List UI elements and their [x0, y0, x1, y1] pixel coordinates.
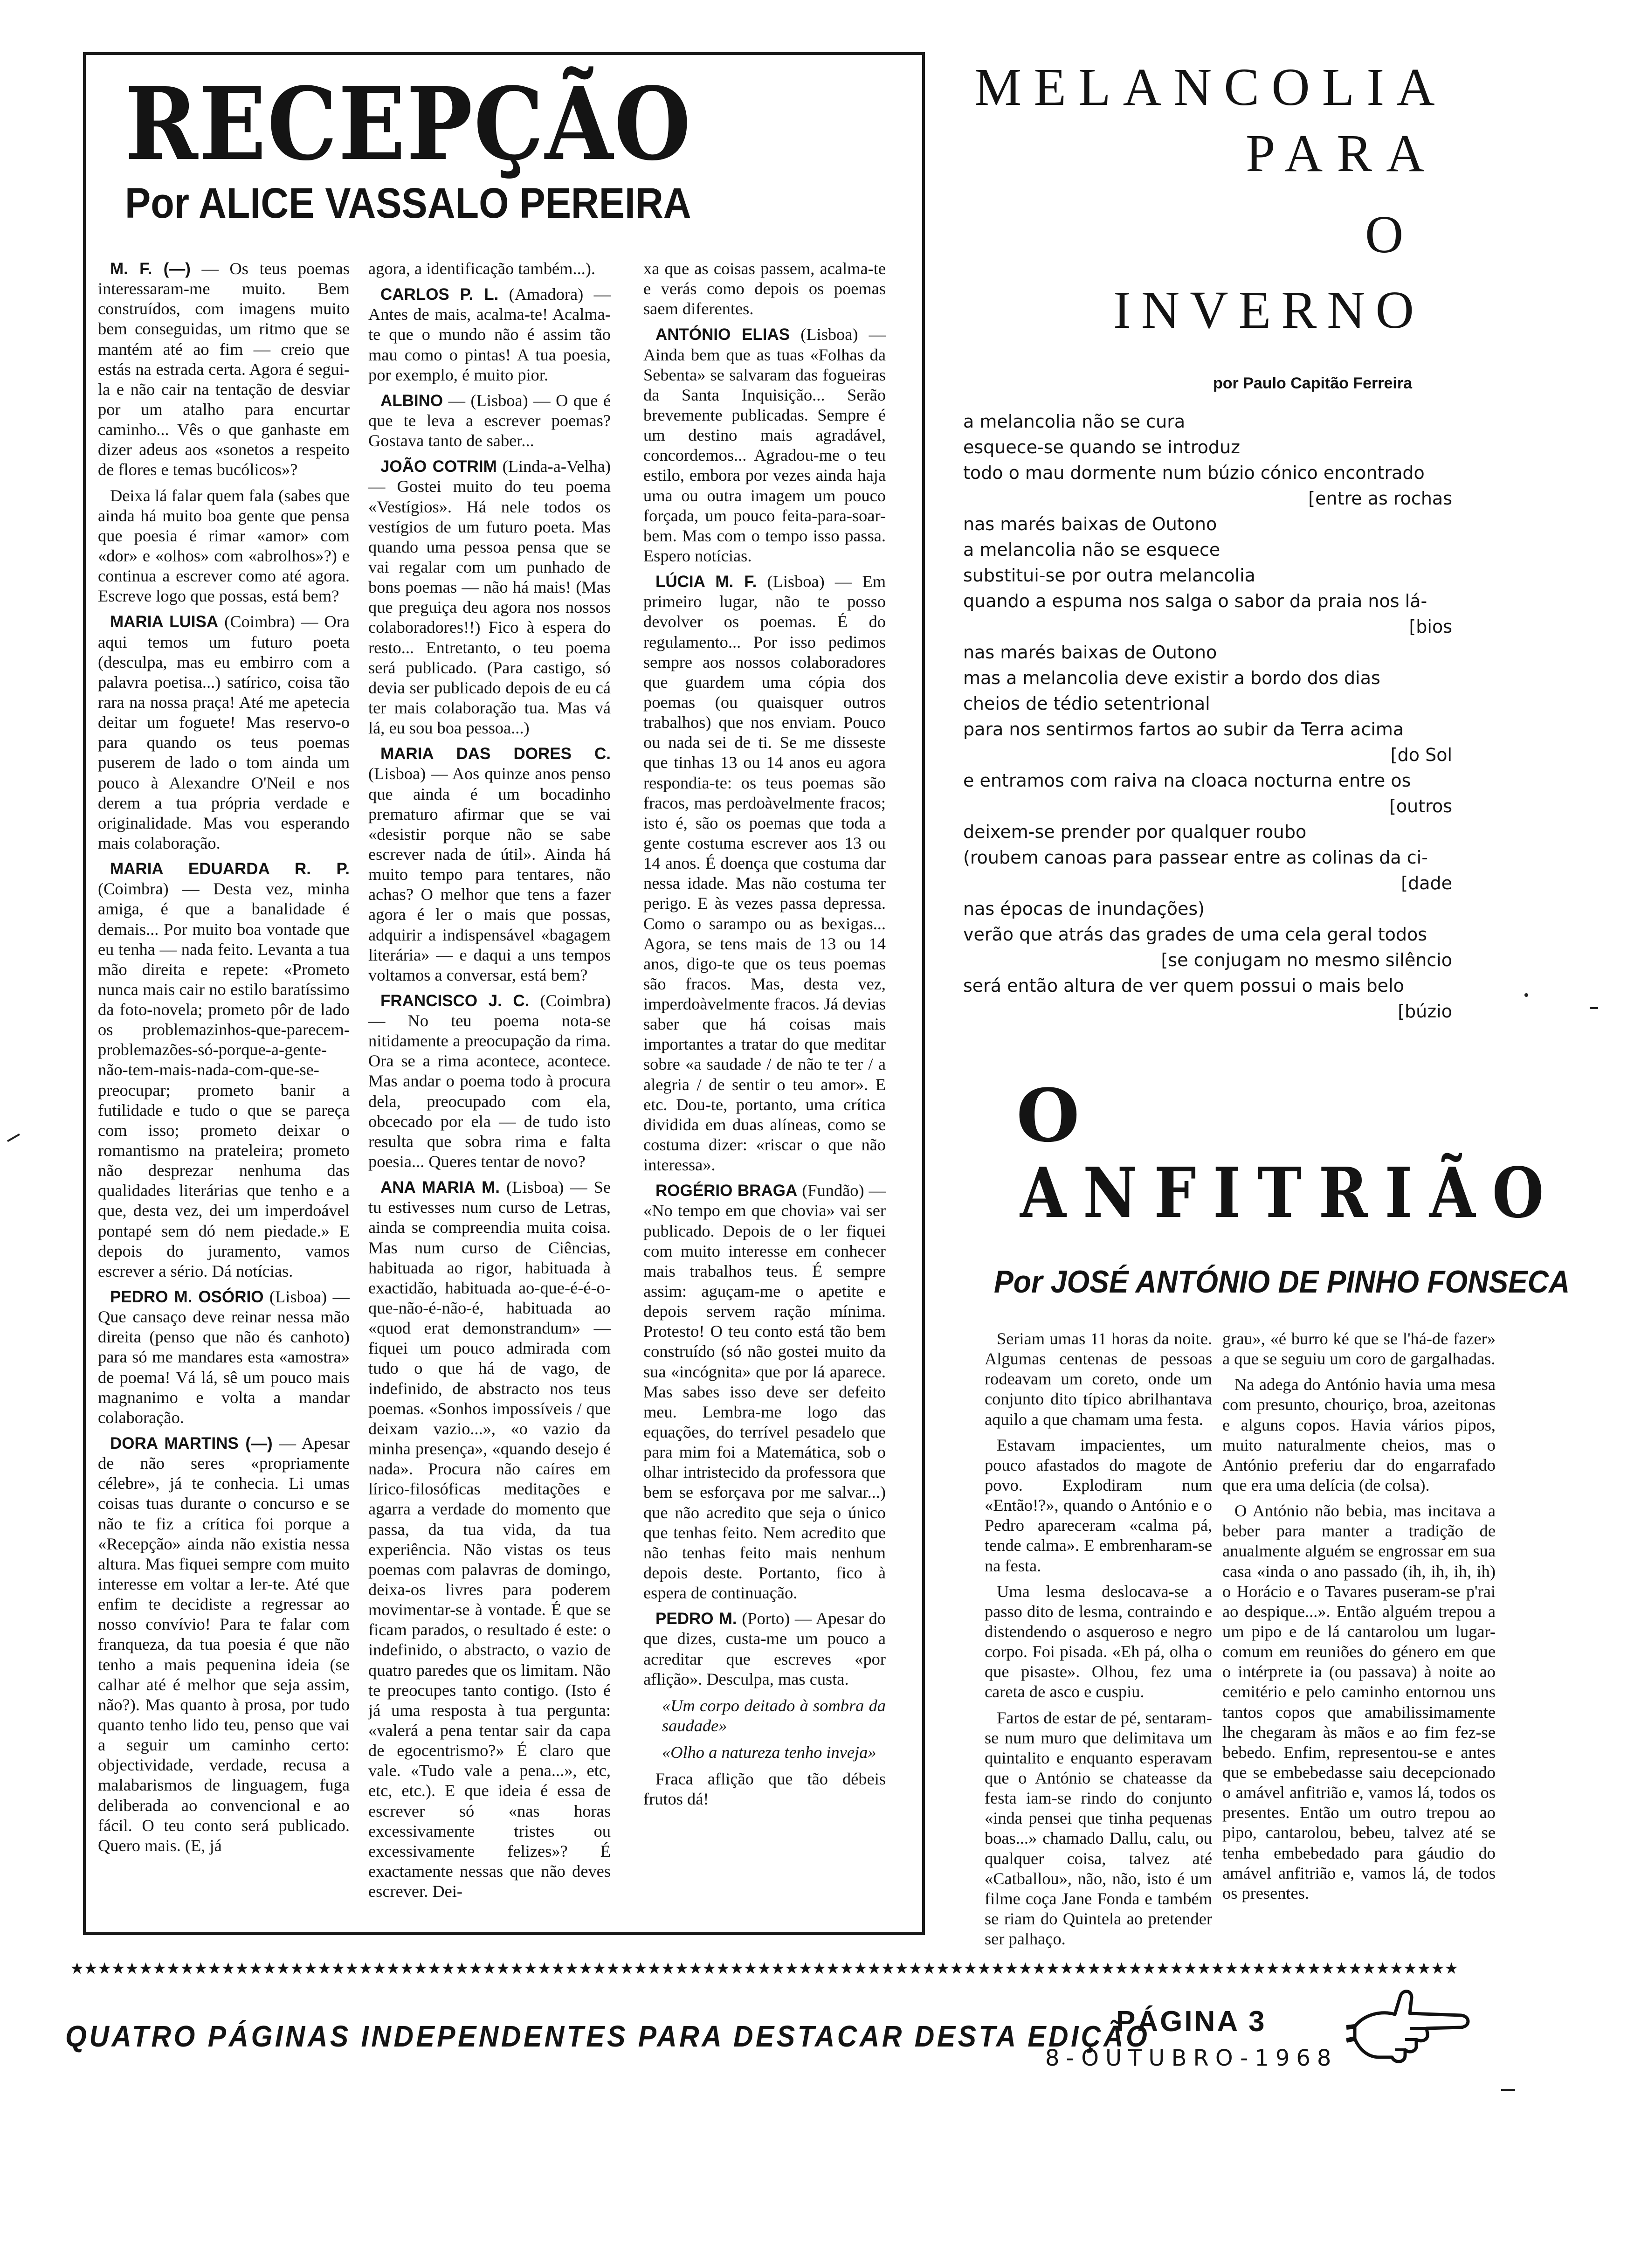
- quote: «Um corpo deitado à sombra da saudade»: [662, 1696, 886, 1735]
- letter-text: (Lisboa) — Em primeiro lugar, não te posso devolver os poemas. É do regulamento... Por isso pedimos sempre aos nossos colaboradores que guardem uma cópia dos poemas (ou quaisquer outros trabalhos) que nos enviam. Pouco ou nada sei de ti. Se me disseste que tinhas 13 ou 14 anos eu agora respondia-te: os teus poemas são fracos, mas perdoàvelmente fracos; isto é, são os poemas que toda a gente costuma escrever aos 13 ou 14 anos. É doença que costuma dar nessa idade. Mas não costuma ter perigo. E às vezes passa depressa. Como o sarampo ou as bexigas... Agora, se tens mais de 13 ou 14 anos, digo-te que os teus poemas são fracos. Mas, desta vez, imperdoàvelmente fracos. Já devias saber que há coisas mais importantes a tratar do que meditar sobre «a saudade / de não te ter / a alegria / de sentir o teu amor». E etc. Dou-te, portanto, uma crítica dividida em duas alíneas, como se costuma dizer: «riscar o que não interessa».: [643, 572, 886, 1175]
- story-paragraph: Fartos de estar de pé, sentaram-se num muro que delimitava um quintalito e enquanto esperavam que o António se chateasse da festa iam-se rindo do conjunto «inda pensei que tinha pequenas boas...» chamado Dallu, calu, ou qualquer coisa, talvez até «Catballou», não, não, isto é um filme coça Jane Fonda e também se riam do Quintela ao pretender ser palhaço.: [985, 1708, 1212, 1949]
- letter-maria-luisa: [98, 612, 350, 853]
- poem-line: nas marés baixas de Outono: [963, 514, 1217, 534]
- letter-text: (Lisboa) — Que cansaço deve reinar nessa mão direita (penso que não és canhoto) para só me mandares esta «amostra» de poema! Vá lá, sê um pouco mais magnanimo e volta a mandar colaboração.: [98, 1287, 350, 1427]
- letter-text: (Coimbra) — Desta vez, minha amiga, é que a banalidade é demais... Por muito boa vontade que eu tenha — nada feito. Levanta a tua mão direita e repete: «Prometo nunca mais cair no estilo baratíssimo da foto-novela; prometo pôr de lado os problemazinhos-que-parecem-problemazões-só-porque-a-gente-não-tem-mais-nada-com-que-se-preocupar; prometo banir a futilidade e tudo o que se pareça com isso; prometo deixar o romantismo na prateleira; prometo não desprezar nenhuma das qualidades literárias que tenho e a que, desta vez, dei um imperdoável pontapé sem dó nem piedade.» E depois do juramento, vamos escrever a sério. Dá notícias.: [98, 879, 350, 1280]
- letter-mf: [98, 259, 350, 480]
- letter-name: CARLOS P. L.: [380, 285, 499, 304]
- letter-joao-cotrim: [368, 456, 611, 738]
- letter-name: MARIA EDUARDA R. P.: [110, 860, 350, 878]
- margin-mark: [1590, 1007, 1598, 1009]
- letter-name: M. F. (—): [110, 260, 191, 278]
- margin-mark: [7, 1134, 20, 1142]
- letter-ana-maria: [368, 1177, 611, 1902]
- letter-name: MARIA DAS DORES C.: [380, 745, 611, 763]
- poem-title-line-3: O: [1365, 205, 1418, 264]
- recepcao-column-1: [98, 259, 350, 1919]
- story-paragraph: grau», «é burro ké que se l'há-de fazer» a que se seguiu um coro de gargalhadas.: [1222, 1329, 1496, 1369]
- letter-text: (Linda-a-Velha) — Gostei muito do teu poema «Vestígios». Há nele todos os vestígios de um futuro poeta. Mas quando uma pessoa pensa que se vai regalar com um punhado de bons poemas — não há mais! (Mas que preguiça deu agora nos nossos colaboradores!!) Fico à espera do resto... Entretanto, o teu poema será publicado. (Para castigo, só devia ser publicado depois de eu cá ter mais colaboração tua. Mas vá lá, eu sou boa pessoa...): [368, 457, 611, 738]
- letter-text: (Lisboa) — Se tu estivesses num curso de Letras, ainda se compreendia muita coisa. Mas num curso de Ciências, habituada ao rigor, habituada à exactidão, habituada ao-que-é-é-o-que-não-é-não-é, habituada ao «quod erat demonstrandum» — fiquei um pouco admirada com tudo o que há de vago, de indefinido, de abstracto nos teus poemas. «Sonhos impossíveis / que deixam vazio...», «o vazio da minha presença», «quando desejo é nada». Procura não caíres em lírico-filosóficas meditações e agarra a verdade do momento que passa, da tua vida, da tua experiência. Não vistas os teus poemas com palavras de domingo, deixa-os livres para poderem movimentar-se à vontade. É que se ficam parados, o resultado é este: o indefinido, o abstracto, o vazio de quatro paredes que os limitam. Não te preocupes tanto contigo. (Isto é já uma resposta à tua pergunta: «valerá a pena tentar sair da capa de egocentrismo?» É claro que vale. «Tudo vale a pena...», etc, etc, etc.). E que ideia é essa de escrever só «nas horas excessivamente tristes ou excessivamente felizes»? É exactamente nessas que não deves escrever. Dei-: [368, 1178, 611, 1901]
- letter-lucia: [643, 572, 886, 1175]
- letter-name: ANA MARIA M.: [380, 1178, 500, 1197]
- poem-line: [búzio: [1398, 1001, 1452, 1022]
- poem-line: [bios: [1409, 616, 1452, 637]
- letter-text: (Lisboa) — Aos quinze anos penso que ainda é um bocadinho prematuro afirmar que se vai «desistir porque não se sabe escrever nada de útil». Ainda há muito tempo para tentares, não achas? O melhor que tens a fazer agora é ler o mais que possas, adquirir a indispensável «bagagem literária» — e daqui a uns tempos voltamos a conversar, está bem?: [368, 764, 611, 984]
- letter-text: (Coimbra) — No teu poema nota-se nitidamente a preocupação da rima. Ora se a rima acontece, acontece. Mas andar o poema todo à procura dela, preocupado com ela, obcecado por ela — de tudo isto resulta que sobra rima e falta poesia... Queres tentar de novo?: [368, 991, 611, 1171]
- anfitriao-column-2: [1222, 1329, 1496, 1954]
- star-divider: ★★★★★★★★★★★★★★★★★★★★★★★★★★★★★★★★★★★★★★★★★★★★★★★★★★★★★★★★★★★★★★★★★★★★★★★★★★★★★★★★★★★★★★★★★★★★★★★★★★★★★: [70, 1961, 1458, 1977]
- poem-line: nas épocas de inundações): [963, 899, 1205, 919]
- letter-rogerio: [643, 1181, 886, 1603]
- letter-maria-eduarda: [98, 859, 350, 1281]
- edition-date: 8-OUTUBRO-1968: [1045, 2045, 1338, 2071]
- poem-line: [do Sol: [1390, 745, 1452, 765]
- poem-line: esquece-se quando se introduz: [963, 437, 1241, 457]
- poem-byline: por Paulo Capitão Ferreira: [1213, 374, 1412, 392]
- letter-text: (Coimbra) — Ora aqui temos um futuro poeta (desculpa, mas eu embirro com a palavra poetisa...) satírico, coisa tão rara na nossa praça! Até me apetecia deitar um foguete! Mas reservo-o para quando os teus poemas puserem de lado o tom ainda um pouco à Alexandre O'Neil e nos derem a tua própria verdade e originalidade. Mas vou esperando mais colaboração.: [98, 612, 350, 852]
- letter-text: — Apesar de não seres «propriamente célebre», já te conhecia. Li umas coisas tuas durante o concurso e se não te fiz a crítica foi porque a «Recepção» ainda não existia nessa altura. Mas fiquei sempre com muito interesse em voltar a ler-te. Até que enfim te decidiste a regressar ao nosso convívio! Para te falar com franqueza, da tua poesia é que não tenho a mais pequenina ideia (se calhar até é melhor que seja assim, não?). Mas quanto à prosa, por tudo quanto tenho lido teu, penso que vai a seguir um caminho certo: objectividade, verdade, recusa a malabarismos de linguagem, fuga deliberada ao convencional e ao fácil. O teu conto será publicado. Quero mais. (E, já: [98, 1434, 350, 1855]
- poem-line: e entramos com raiva na cloaca nocturna entre os: [963, 770, 1411, 791]
- poem-line: [outros: [1389, 796, 1452, 816]
- letter-antonio-elias: [643, 325, 886, 566]
- recepcao-title: RECEPÇÃO: [125, 66, 692, 183]
- letter-text: — Os teus poemas interessaram-me muito. Bem construídos, com imagens muito bem conseguidas, um ritmo que se mantém até ao fim — creio que estás na estrada certa. Agora é segui-la e não cair na tentação de desviar por um atalho para encurtar caminho... Vês o que ganhaste em dizer adeus aos «sonetos a respeito de flores e temas bucólicos»?: [98, 259, 350, 479]
- letter-maria-dores: [368, 744, 611, 985]
- letter-name: JOÃO COTRIM: [380, 457, 497, 476]
- poem-line: a melancolia não se esquece: [963, 539, 1220, 560]
- letter-carlos: [368, 284, 611, 385]
- poem-title-line-4: INVERNO: [1113, 280, 1424, 339]
- page-number: PÁGINA 3: [1116, 2005, 1267, 2038]
- letter-francisco: [368, 991, 611, 1172]
- poem-line: a melancolia não se cura: [963, 411, 1186, 432]
- anfitriao-byline: Por JOSÉ ANTÓNIO DE PINHO FONSECA: [994, 1264, 1570, 1300]
- poem-line: substitui-se por outra melancolia: [963, 565, 1255, 586]
- anfitriao-title-line-1: O: [1016, 1073, 1080, 1158]
- poem-line: deixem-se prender por qualquer roubo: [963, 822, 1307, 842]
- poem-line: [se conjugam no mesmo silêncio: [1161, 950, 1452, 970]
- poem-line: mas a melancolia deve existir a bordo dos dias: [963, 668, 1380, 688]
- poem-line: nas marés baixas de Outono: [963, 642, 1217, 663]
- poem-title-line-1: MELANCOLIA: [974, 57, 1447, 117]
- poem-line: (roubem canoas para passear entre as colinas da ci-: [963, 847, 1428, 868]
- quote: «Olho a natureza tenho inveja»: [662, 1743, 876, 1762]
- recepcao-column-2: [368, 259, 611, 1919]
- poem-line: para nos sentirmos fartos ao subir da Terra acima: [963, 719, 1404, 740]
- letter-mf-continued: Deixa lá falar quem fala (sabes que ainda há muito boa gente que pensa que poesia é rimar «amor» com «dor» e «olhos» com «abrolhos»?) e continua a escrever como até agora. Escreve logo que possas, está bem?: [98, 486, 350, 606]
- letter-name: FRANCISCO J. C.: [380, 991, 530, 1010]
- story-paragraph: Uma lesma deslocava-se a passo dito de lesma, contraindo e distendendo o asqueroso e negro corpo. Foi pisada. «Eh pá, olha o que pisaste». Olhou, fez uma careta de asco e cuspiu.: [985, 1582, 1212, 1701]
- recepcao-byline: Por ALICE VASSALO PEREIRA: [125, 180, 691, 227]
- letter-text: (Lisboa) — Ainda bem que as tuas «Folhas da Sebenta» se salvaram das fogueiras da Santa Inquisição... Serão brevemente publicadas. Sempre é um destino mais agradável, concordemos... Agradou-me o teu estilo, embora por vezes ainda haja uma ou outra imagem um pouco forçada, um pouco feita-para-soar-bem. Mas com o tempo isso passa. Espero notícias.: [643, 325, 886, 565]
- letter-name: ALBINO: [380, 391, 443, 410]
- pointing-hand-icon: [1346, 1971, 1472, 2068]
- poem-line: será então altura de ver quem possui o mais belo: [963, 975, 1404, 996]
- poem-line: cheios de tédio setentrional: [963, 693, 1210, 714]
- letter-name: PEDRO M. OSÓRIO: [110, 1288, 264, 1307]
- letter-name: MARIA LUISA: [110, 613, 219, 631]
- footer-tagline: QUATRO PÁGINAS INDEPENDENTES PARA DESTACAR DESTA EDIÇÃO: [65, 2019, 1150, 2053]
- letter-name: ANTÓNIO ELIAS: [655, 325, 790, 344]
- continued-text: agora, a identificação também...).: [368, 259, 595, 278]
- story-paragraph: O António não bebia, mas incitava a beber para manter a tradição de anualmente alguém se engrossar em sua casa «inda o ano passado (ih, ih, ih, ih) o Horácio e o Tavares puseram-se p'rai ao despique...». Então alguém trepou a um pipo e de lá cantarolou um lugar-comum em reuniões do género em que o intérprete ia (ou passava) à noite ao cemitério e pelo caminho entornou uns tantos copos que amabilissimamente lhe chegaram às mãos e ao fim fez-se bebedo. Enfim, representou-se e antes que se embebedasse saiu decepcionado o amável anfitrião e, vamos lá, todos os presentes. Então um outro trepou ao pipo, cantarolou, bebeu, talvez até se tenha embebedado para gáudio do amável anfitrião e, vamos lá, de todos os presentes.: [1222, 1501, 1496, 1902]
- letter-text: — (Lisboa) — O que é que te leva a escrever poemas? Gostava tanto de saber...: [368, 391, 611, 450]
- poem-line: todo o mau dormente num búzio cónico encontrado: [963, 463, 1425, 483]
- poem-line: [entre as rochas: [1308, 488, 1452, 509]
- letter-name: ROGÉRIO BRAGA: [655, 1182, 798, 1200]
- continued-text: xa que as coisas passem, acalma-te e verás como depois os poemas saem diferentes.: [643, 259, 886, 318]
- recepcao-column-3: [643, 259, 886, 1919]
- letter-name: DORA MARTINS (—): [110, 1434, 273, 1453]
- poem-line: [dade: [1401, 873, 1452, 893]
- letter-albino: [368, 391, 611, 451]
- poem-title-line-2: PARA: [1246, 124, 1439, 183]
- story-paragraph: Seriam umas 11 horas da noite. Algumas centenas de pessoas rodeavam um coreto, onde um conjunto dito típico abrilhantava aquilo a que chamam uma festa.: [985, 1329, 1212, 1429]
- margin-mark: [1524, 993, 1528, 997]
- letter-pedro-m: [643, 1609, 886, 1689]
- poem-line: verão que atrás das grades de uma cela geral todos: [963, 924, 1427, 945]
- poem-line: quando a espuma nos salga o sabor da praia nos lá-: [963, 591, 1427, 611]
- letter-name: LÚCIA M. F.: [655, 573, 757, 591]
- letter-pedro-osorio: [98, 1287, 350, 1428]
- letter-text: (Porto) — Apesar do que dizes, custa-me um pouco a acreditar que escreves «por aflição». Desculpa, mas custa.: [643, 1609, 886, 1688]
- letter-text: (Fundão) — «No tempo em que chovia» vai ser publicado. Depois de o ler fiquei com muito interesse em conhecer mais trabalhos teus. É sempre assim: aguçam-me o apetite e depois servem ração mínima. Protesto! O teu conto está tão bem construído (só não gostei muito da sua «incógnita» que por lá aparece. Mas sabes isso deve ser defeito meu. Lembra-me logo das equações, do terrível pesadelo que para mim foi a Matemática, sob o olhar intristecido da professora que bem se esforçava por me salvar...) que não acredito que seja o único que tenhas feito. Nem acredito que não tenhas feito mais nenhum depois deste. Portanto, fico à espera de continuação.: [643, 1181, 886, 1603]
- anfitriao-title-line-2: ANFITRIÃO: [1020, 1152, 1561, 1233]
- letter-name: PEDRO M.: [655, 1610, 737, 1628]
- story-paragraph: Estavam impacientes, um pouco afastados do magote de povo. Explodiram num «Então!?», quando o António e o Pedro apareceram «calma pá, tende calma». E embrenharam-se na festa.: [985, 1435, 1212, 1575]
- letter-text: (Amadora) — Antes de mais, acalma-te! Acalma-te que o mundo não é assim tão mau como o pintas! A tua poesia, por exemplo, é muito pior.: [368, 285, 611, 384]
- margin-mark: [1501, 2089, 1515, 2091]
- letter-dora-martins: [98, 1433, 350, 1856]
- anfitriao-column-1: [985, 1329, 1212, 1954]
- closing-line: Fraca aflição que tão débeis frutos dá!: [643, 1770, 886, 1809]
- story-paragraph: Na adega do António havia uma mesa com presunto, chouriço, broa, azeitonas e alguns copos. Havia vários pipos, muito naturalmente cheios, mas o António preferiu dar do engarrafado que era uma delícia (de colsa).: [1222, 1375, 1496, 1494]
